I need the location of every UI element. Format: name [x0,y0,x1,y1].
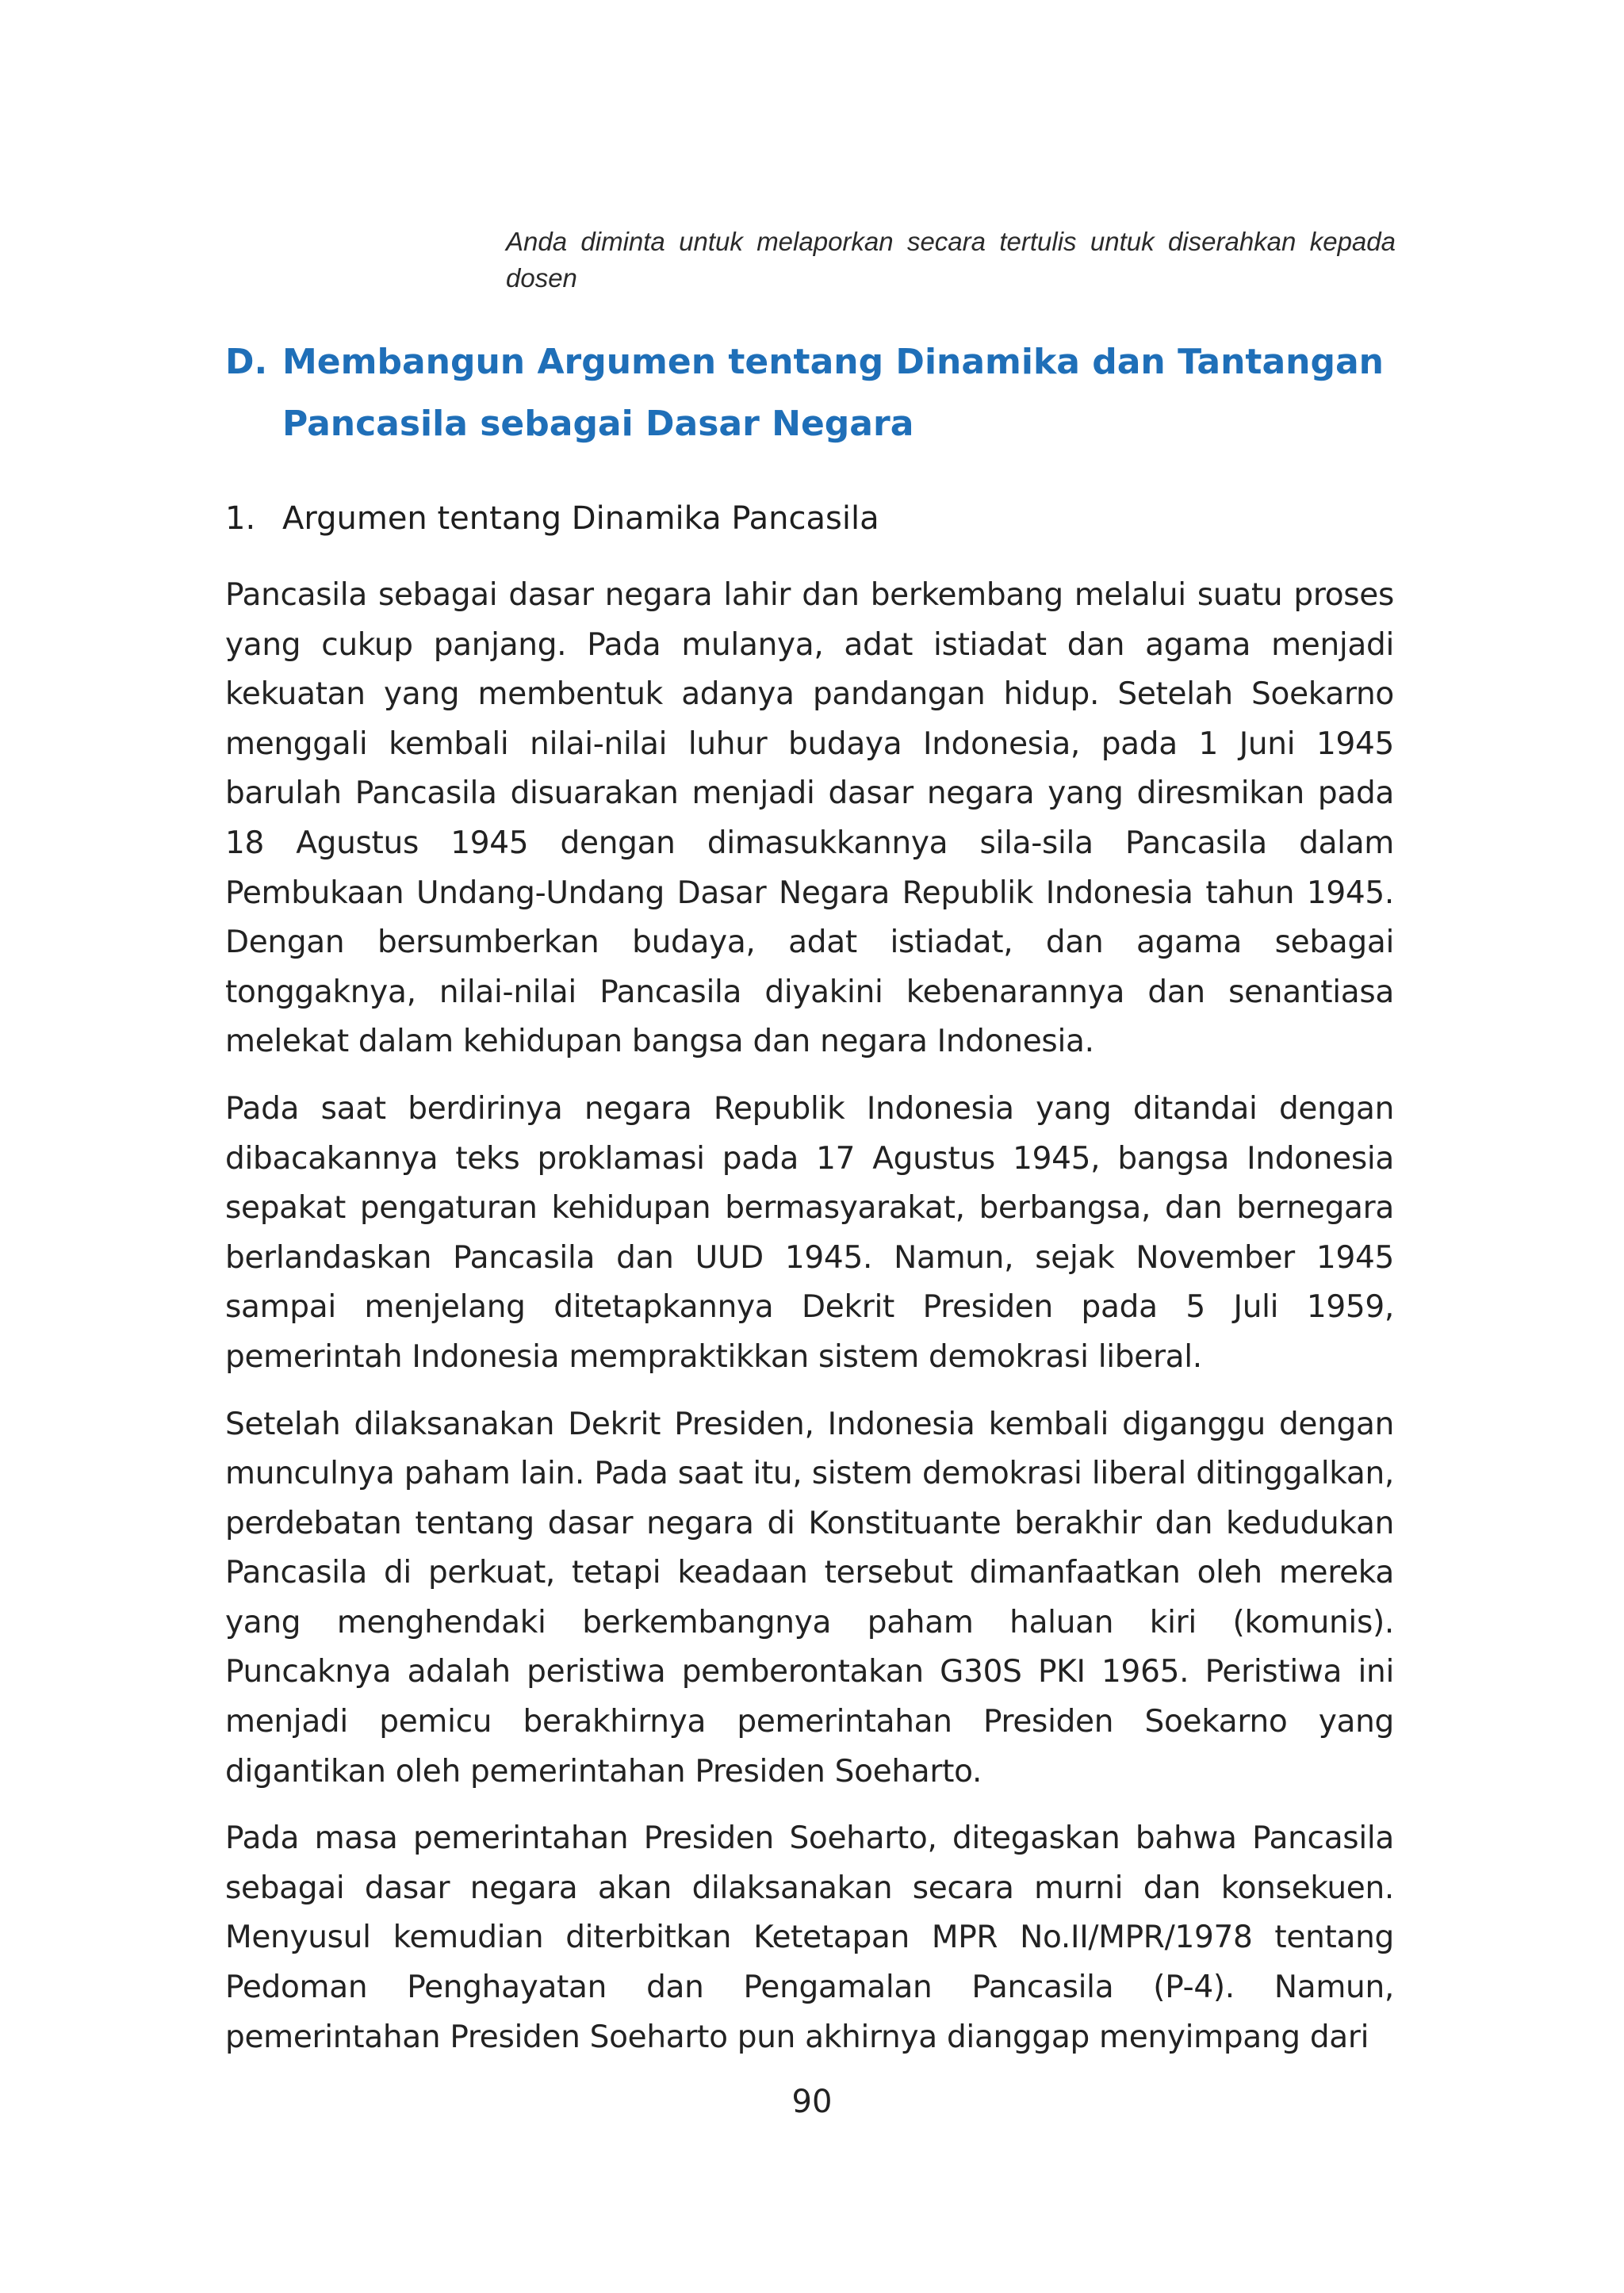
assignment-note: Anda diminta untuk melaporkan secara tertulis untuk diserahkan kepada dosen [506,227,1396,293]
section-marker: D. [225,342,268,382]
paragraph: Pada saat berdirinya negara Republik Indonesia yang ditandai dengan dibacakannya teks proklamasi pada 17 Agustus 1945, bangsa Indonesia sepakat pengaturan kehidupan bermasyarakat, berbangsa, dan bernegara berlandaskan Pancasila dan UUD 1945. Namun, sejak November 1945 sampai menjelang ditetapkannya Dekrit Presiden pada 5 Juli 1959, pemerintah Indonesia mempraktikkan sistem demokrasi liberal. [225,1090,1394,1375]
paragraph: Pada masa pemerintahan Presiden Soeharto, ditegaskan bahwa Pancasila sebagai dasar negara akan dilaksanakan secara murni dan konsekuen. Menyusul kemudian diterbitkan Ketetapan MPR No.II/MPR/1978 tentang Pedoman Penghayatan dan Pengamalan Pancasila (P-4). Namun, pemerintahan Presiden Soeharto pun akhirnya dianggap menyimpang dari [225,1820,1394,2055]
paragraph: Pancasila sebagai dasar negara lahir dan berkembang melalui suatu proses yang cukup panjang. Pada mulanya, adat istiadat dan agama menjadi kekuatan yang membentuk adanya pandangan hidup. Setelah Soekarno menggali kembali nilai-nilai luhur budaya Indonesia, pada 1 Juni 1945 barulah Pancasila disuarakan menjadi dasar negara yang diresmikan pada 18 Agustus 1945 dengan dimasukkannya sila-sila Pancasila dalam Pembukaan Undang-Undang Dasar Negara Republik Indonesia tahun 1945. Dengan bersumberkan budaya, adat istiadat, dan agama sebagai tonggaknya, nilai-nilai Pancasila diyakini kebenarannya dan senantiasa melekat dalam kehidupan bangsa dan negara Indonesia. [225,577,1394,1060]
subsection-title: Argumen tentang Dinamika Pancasila [282,500,879,537]
body-text [225,571,1394,2080]
section-title: Membangun Argumen tentang Dinamika dan Tantangan Pancasila sebagai Dasar Negara [282,342,1384,444]
paragraph: Setelah dilaksanakan Dekrit Presiden, Indonesia kembali diganggu dengan munculnya paham lain. Pada saat itu, sistem demokrasi liberal ditinggalkan, perdebatan tentang dasar negara di Konstituante berakhir dan kedudukan Pancasila di perkuat, tetapi keadaan tersebut dimanfaatkan oleh mereka yang menghendaki berkembangnya paham haluan kiri (komunis). Puncaknya adalah peristiwa pemberontakan G30S PKI 1965. Peristiwa ini menjadi pemicu berakhirnya pemerintahan Presiden Soekarno yang digantikan oleh pemerintahan Presiden Soeharto. [225,1406,1394,1790]
page-number: 90 [791,2084,833,2120]
subsection-heading [225,496,1399,541]
section-heading [225,331,1399,455]
subsection-marker: 1. [225,500,256,537]
